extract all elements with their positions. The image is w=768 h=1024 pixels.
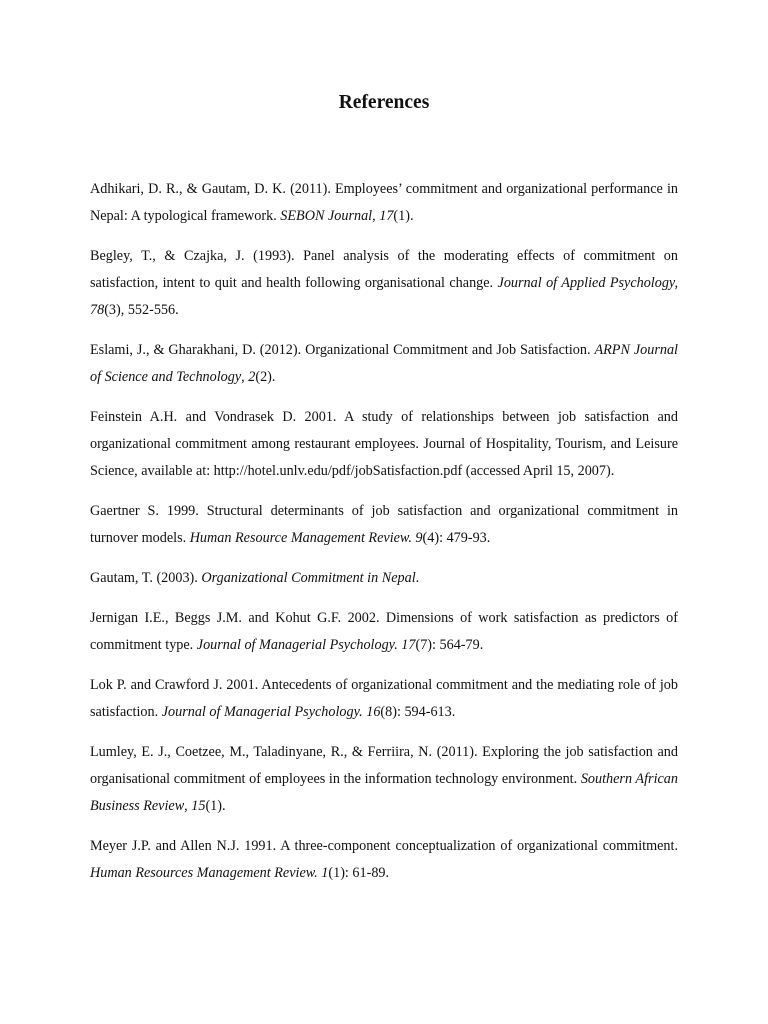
reference-entry bbox=[90, 739, 678, 820]
reference-entry bbox=[90, 833, 678, 887]
reference-italic-text: Human Resources Management Review. 1 bbox=[90, 865, 329, 881]
reference-italic-text: Journal of Applied Psychology, 78 bbox=[90, 275, 678, 318]
reference-text: (4): 479-93. bbox=[422, 530, 491, 546]
reference-italic-text: 2 bbox=[248, 369, 256, 385]
reference-text: Jernigan I.E., Beggs J.M. and Kohut G.F. 2002. Dimensions of work satisfaction as predictors of commitment type. bbox=[90, 610, 678, 653]
reference-text: (1). bbox=[205, 798, 226, 814]
reference-text: Begley, T., & Czajka, J. (1993). Panel analysis of the moderating effects of commitment on satisfaction, intent to quit and health following organisational change. bbox=[90, 248, 678, 291]
reference-entry bbox=[90, 176, 678, 230]
reference-italic-text: Journal of Managerial Psychology. 16 bbox=[161, 704, 381, 720]
reference-text: Lok P. and Crawford J. 2001. Antecedents of organizational commitment and the mediating role of job satisfaction. bbox=[90, 677, 678, 720]
reference-entry bbox=[90, 243, 678, 324]
reference-text: (8): 594-613. bbox=[380, 704, 456, 720]
reference-text: Gaertner S. 1999. Structural determinants of job satisfaction and organizational commitment in turnover models. bbox=[90, 503, 678, 546]
reference-text: (1): 61-89. bbox=[328, 865, 390, 881]
reference-entry bbox=[90, 404, 678, 485]
reference-text: Lumley, E. J., Coetzee, M., Taladinyane, R., & Ferriira, N. (2011). Exploring the job satisfaction and organisational commitment of employees in the information technology environment. bbox=[90, 744, 678, 787]
reference-entry bbox=[90, 605, 678, 659]
reference-entry bbox=[90, 337, 678, 391]
reference-text: , bbox=[372, 208, 380, 224]
reference-entry bbox=[90, 498, 678, 552]
reference-text: Eslami, J., & Gharakhani, D. (2012). Organizational Commitment and Job Satisfaction. bbox=[90, 342, 595, 358]
page-title: References bbox=[338, 92, 430, 113]
reference-text: Meyer J.P. and Allen N.J. 1991. A three-component conceptualization of organizational commitment. bbox=[90, 838, 678, 854]
reference-italic-text: Southern African Business Review bbox=[90, 771, 678, 814]
reference-italic-text: Human Resource Management Review. 9 bbox=[189, 530, 423, 546]
reference-text: (2). bbox=[255, 369, 276, 385]
reference-italic-text: SEBON Journal bbox=[280, 208, 373, 224]
reference-list bbox=[90, 176, 678, 900]
reference-italic-text: 15 bbox=[191, 798, 206, 814]
reference-entry bbox=[90, 672, 678, 726]
reference-text: . bbox=[415, 570, 420, 586]
reference-text: Adhikari, D. R., & Gautam, D. K. (2011). Employees’ commitment and organizational performance in Nepal: A typological framework. bbox=[90, 181, 678, 224]
reference-text: Feinstein A.H. and Vondrasek D. 2001. A study of relationships between job satisfaction and organizational commitment among restaurant employees. Journal of Hospitality, Tourism, and Leisure Science, available at: http://hotel.unlv.edu/pdf/jobSatisfaction.pdf (accessed April 15, 2007). bbox=[90, 409, 678, 479]
reference-text: (7): 564-79. bbox=[415, 637, 484, 653]
reference-text: Gautam, T. (2003). bbox=[90, 570, 202, 586]
reference-italic-text: ARPN Journal of Science and Technology bbox=[90, 342, 678, 385]
reference-italic-text: Journal of Managerial Psychology. 17 bbox=[196, 637, 416, 653]
reference-text: , bbox=[184, 798, 192, 814]
reference-text: (1). bbox=[393, 208, 414, 224]
reference-italic-text: 17 bbox=[379, 208, 394, 224]
reference-text: , bbox=[241, 369, 249, 385]
reference-entry bbox=[90, 565, 678, 592]
reference-text: (3), 552-556. bbox=[104, 302, 179, 318]
reference-italic-text: Organizational Commitment in Nepal bbox=[201, 570, 416, 586]
